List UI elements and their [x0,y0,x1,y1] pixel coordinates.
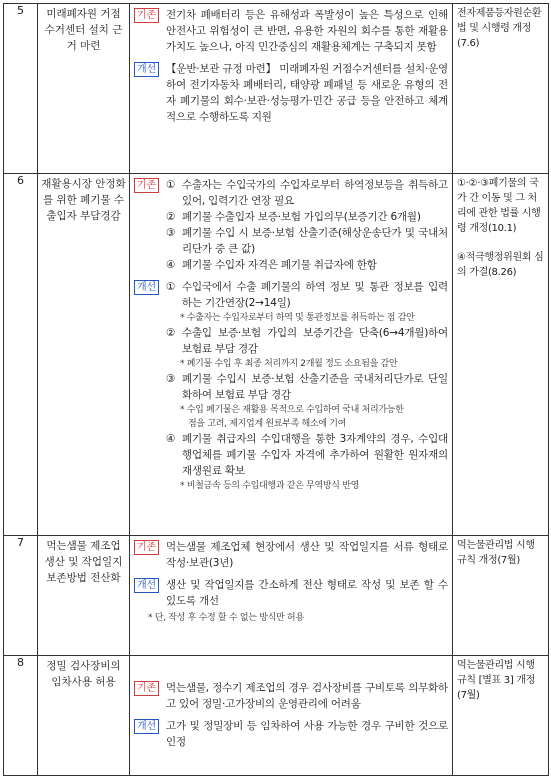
list-item: ② 수출입 보증‧보험 가입의 보증기간을 단축(6→4개월)하여 보험료 부담 경감 [166,327,448,355]
row-title: 먹는샘물 제조업 생산 및 작업일지 보존방법 전산화 [38,536,130,656]
table-row [4,4,549,174]
note-line: ④적극행정위원회 심의 가결(8.26) [457,252,544,278]
current-tag: 기존 [134,540,159,555]
table-row [4,174,549,536]
row-number: 8 [4,656,38,776]
current-tag: 기존 [134,8,159,23]
row-content [130,536,453,656]
improve-tag: 개선 [134,719,159,734]
list-item: ④ 폐기물 수입자 자격은 폐기물 취급자에 한함 [166,259,377,271]
current-block [134,177,448,273]
row-content [130,4,453,174]
current-block [134,680,448,712]
row-content [130,656,453,776]
row-note [453,174,549,536]
improve-block [134,577,448,609]
row-number: 7 [4,536,38,656]
improve-tag: 개선 [134,578,159,593]
improve-tag: 개선 [134,280,159,295]
regulation-table [3,3,549,776]
current-text: 먹는샘물, 정수기 제조업의 경우 검사장비를 구비토록 의무화하고 있어 정밀‧고가장비의 운영관리에 어려움 [166,681,448,710]
row-content [130,174,453,536]
current-tag: 기존 [134,178,159,193]
improve-block [134,718,448,750]
list-item: ① 수입국에서 수출 폐기물의 하역 정보 및 통관 정보를 입력 하는 기간연장(2→14일) [166,281,448,309]
list-item: ④ 폐기물 취급자의 수입대행을 통한 3자계약의 경우, 수입대행업체를 폐기물 수입자 자격에 추가하여 원활한 원자재의 재생원료 확보 [166,433,448,477]
table-row [4,536,549,656]
list-item: ① 수출자는 수입국가의 수입자로부터 하역정보등을 취득하고 있어, 입력기간 연장 필요 [166,179,448,207]
improve-block [134,61,448,125]
row-number: 5 [4,4,38,174]
row-note: 먹는물관리법 시행규칙 [별표 3] 개정(7월) [453,656,549,776]
improve-block [134,279,448,493]
list-item: ② 폐기물 수출입자 보증‧보험 가입의무(보증기간 6개월) [166,211,421,223]
footnote: * 수입 폐기물은 재활용 목적으로 수입하여 국내 처리가능한 [180,405,404,415]
row-title: 재활용시장 안정화를 위한 폐기물 수출입자 부담경감 [38,174,130,536]
table-row [4,656,549,776]
note-line: ①‧②‧③폐기물의 국가 간 이동 및 그 처리에 관한 법률 시행령 개정(10.1) [457,178,541,234]
improve-text: 【운반‧보관 규정 마련】 미래폐자원 거점수거센터를 설치‧운영하여 전기자동차 폐배터리, 태양광 폐패널 등 새로운 유형의 전자 폐기물의 회수‧보관‧성능평가‧민간 공급 등을 안전하고 체계적으로 수행하도록 지원 [166,63,448,123]
row-number: 6 [4,174,38,536]
footnote: * 수출자는 수입자로부터 하역 및 통관정보를 취득하는 점 감안 [180,313,415,323]
footnote: * 비철금속 등의 수입대행과 같은 무역방식 반영 [180,481,360,491]
list-item: ③ 폐기물 수입 시 보증‧보험 산출기준(해상운송단가 및 국내처리단가 중 큰 값) [166,227,448,255]
improve-text: 생산 및 작업일지를 간소하게 전산 형태로 작성 및 보존 할 수 있도록 개선 [166,579,448,607]
current-block [134,7,448,55]
row-note: 전자제품등자원순환법 및 시행령 개정(7.6) [453,4,549,174]
row-title: 미래폐자원 거점 수거센터 설치 근거 마련 [38,4,130,174]
current-text: 전기차 폐배터리 등은 유해성과 폭발성이 높은 특성으로 인해 안전사고 위험성이 큰 반면, 유용한 자원의 회수를 통한 재활용가치도 높으나, 아직 민간중심의 재활용체계는 구축되지 못함 [166,9,448,53]
list-item: ③ 폐기물 수입시 보증‧보험 산출기준을 국내처리단가로 단일화하여 보험료 부담 경감 [166,373,448,401]
footnote: 점을 고려, 제지업계 원료부족 해소에 기여 [188,419,347,429]
improve-text: 고가 및 정밀장비 등 임차하여 사용 가능한 경우 구비한 것으로 인정 [166,719,448,748]
current-tag: 기존 [134,681,159,696]
row-note: 먹는물관리법 시행규칙 개정(7월) [453,536,549,656]
improve-tag: 개선 [134,62,159,77]
current-block [134,539,448,571]
footnote: * 폐기물 수입 후 최종 처리까지 2개월 정도 소요됨을 감안 [180,359,398,369]
current-text: 먹는샘물 제조업체 현장에서 생산 및 작업일지를 서류 형태로 작성‧보관(3년) [166,541,448,569]
footnote: * 단, 작성 후 수정 할 수 없는 방식만 허용 [148,613,304,623]
row-title: 정밀 검사장비의 임차사용 허용 [38,656,130,776]
